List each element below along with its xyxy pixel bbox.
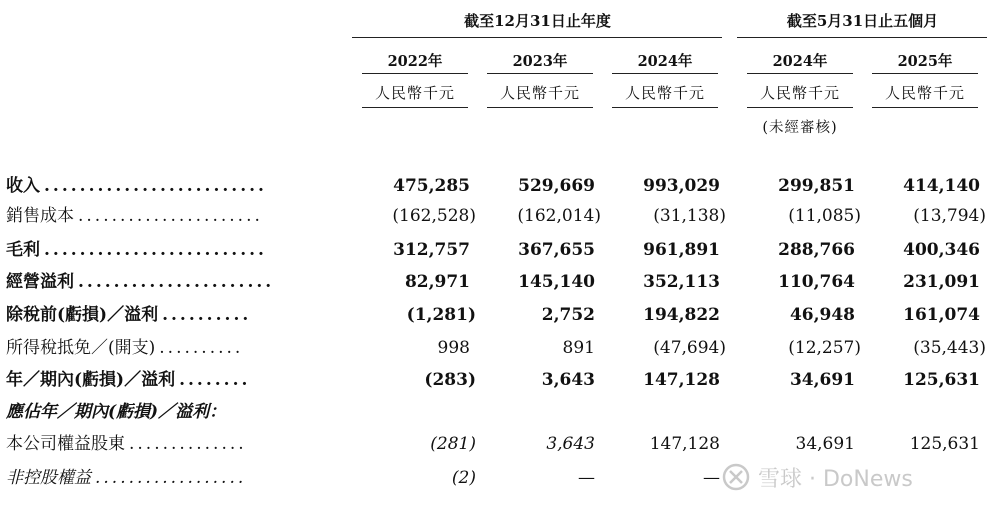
unit-rule-col2 bbox=[487, 107, 593, 108]
cell-operating-profit-col5: 231,091 bbox=[903, 272, 980, 292]
cell-profit-before-tax-col2: 2,752 bbox=[541, 305, 595, 325]
year-rule-col4 bbox=[747, 73, 853, 74]
watermark-text: 雪球 · DoNews bbox=[758, 466, 913, 492]
cell-revenue-col3: 993,029 bbox=[643, 176, 720, 196]
year-rule-col1 bbox=[362, 73, 468, 74]
year-rule-col3 bbox=[612, 73, 718, 74]
cell-income-tax-col5: (35,443) bbox=[913, 338, 986, 358]
cell-profit-for-period-col2: 3,643 bbox=[541, 370, 595, 390]
cell-gross-profit-col1: 312,757 bbox=[393, 240, 470, 260]
cell-income-tax-col3: (47,694) bbox=[653, 338, 726, 358]
row-label-text: 毛利 bbox=[6, 240, 40, 260]
cell-operating-profit-col2: 145,140 bbox=[518, 272, 595, 292]
unit-heading-col4: 人民幣千元 bbox=[759, 84, 840, 102]
unit-rule-col4 bbox=[747, 107, 853, 108]
cell-profit-for-period-col3: 147,128 bbox=[643, 370, 720, 390]
cell-equity-shareholders-col1: (281) bbox=[430, 434, 476, 454]
unit-rule-col5 bbox=[872, 107, 978, 108]
xueqiu-logo-icon bbox=[722, 463, 752, 491]
row-label-text: 所得稅抵免／(開支) bbox=[6, 338, 156, 358]
row-label-profit-for-period bbox=[6, 368, 250, 392]
row-label-non-controlling-interests bbox=[6, 466, 246, 490]
cell-gross-profit-col3: 961,891 bbox=[643, 240, 720, 260]
cell-revenue-col1: 475,285 bbox=[393, 176, 470, 196]
cell-revenue-col2: 529,669 bbox=[518, 176, 595, 196]
row-label-text: 年／期內(虧損)／溢利 bbox=[6, 370, 176, 390]
unit-heading-col5: 人民幣千元 bbox=[884, 84, 965, 102]
cell-profit-for-period-col1: (283) bbox=[424, 370, 476, 390]
year-heading-col2: 2023年 bbox=[512, 53, 568, 70]
cell-income-tax-col4: (12,257) bbox=[788, 338, 861, 358]
row-label-income-tax bbox=[6, 336, 243, 360]
unit-heading-col2: 人民幣千元 bbox=[499, 84, 580, 102]
leader-dots: ...................... bbox=[78, 272, 275, 292]
leader-dots: .......... bbox=[162, 305, 252, 325]
leader-dots: ......................... bbox=[44, 176, 267, 196]
row-label-text: 收入 bbox=[6, 176, 40, 196]
cell-cost-of-sales-col1: (162,528) bbox=[392, 206, 476, 226]
leader-dots: ........ bbox=[179, 370, 251, 390]
cell-profit-before-tax-col1: (1,281) bbox=[406, 305, 476, 325]
cell-cost-of-sales-col3: (31,138) bbox=[653, 206, 726, 226]
cell-equity-shareholders-col4: 34,691 bbox=[795, 434, 855, 454]
row-label-equity-shareholders bbox=[6, 432, 247, 456]
cell-operating-profit-col1: 82,971 bbox=[404, 272, 470, 292]
year-heading-col1: 2022年 bbox=[387, 53, 443, 70]
cell-income-tax-col2: 891 bbox=[562, 338, 595, 358]
cell-profit-before-tax-col3: 194,822 bbox=[643, 305, 720, 325]
unit-rule-col1 bbox=[362, 107, 468, 108]
watermark bbox=[722, 462, 913, 492]
cell-cost-of-sales-col5: (13,794) bbox=[913, 206, 986, 226]
cell-gross-profit-col5: 400,346 bbox=[903, 240, 980, 260]
cell-cost-of-sales-col4: (11,085) bbox=[788, 206, 861, 226]
row-label-operating-profit bbox=[6, 270, 274, 294]
cell-revenue-col5: 414,140 bbox=[903, 176, 980, 196]
cell-cost-of-sales-col2: (162,014) bbox=[517, 206, 601, 226]
cell-profit-before-tax-col5: 161,074 bbox=[903, 305, 980, 325]
leader-dots: ...................... bbox=[78, 206, 263, 226]
row-label-text: 本公司權益股東 bbox=[6, 434, 125, 454]
cell-operating-profit-col4: 110,764 bbox=[778, 272, 855, 292]
group-rule-five-months bbox=[737, 37, 987, 38]
cell-non-controlling-col3: — bbox=[703, 468, 720, 488]
row-label-text: 除稅前(虧損)／溢利 bbox=[6, 305, 159, 325]
cell-profit-for-period-col5: 125,631 bbox=[903, 370, 980, 390]
unaudited-note: (未經審核) bbox=[762, 120, 838, 136]
group-heading-fiscal-year: 截至12月31日止年度 bbox=[464, 12, 611, 30]
row-label-text: 非控股權益 bbox=[6, 468, 91, 488]
row-label-gross-profit bbox=[6, 238, 267, 262]
cell-equity-shareholders-col2: 3,643 bbox=[546, 434, 595, 454]
year-rule-col5 bbox=[872, 73, 978, 74]
leader-dots: .................. bbox=[95, 468, 247, 488]
row-label-revenue bbox=[6, 174, 267, 198]
unit-heading-col3: 人民幣千元 bbox=[624, 84, 705, 102]
row-label-attributable-to bbox=[6, 400, 226, 424]
cell-operating-profit-col3: 352,113 bbox=[643, 272, 720, 292]
cell-profit-before-tax-col4: 46,948 bbox=[789, 305, 855, 325]
cell-gross-profit-col2: 367,655 bbox=[518, 240, 595, 260]
cell-gross-profit-col4: 288,766 bbox=[778, 240, 855, 260]
cell-profit-for-period-col4: 34,691 bbox=[789, 370, 855, 390]
unit-heading-col1: 人民幣千元 bbox=[374, 84, 455, 102]
cell-non-controlling-col1: (2) bbox=[451, 468, 476, 488]
row-label-cost-of-sales bbox=[6, 204, 263, 228]
cell-income-tax-col1: 998 bbox=[437, 338, 470, 358]
cell-equity-shareholders-col3: 147,128 bbox=[649, 434, 720, 454]
year-heading-col5: 2025年 bbox=[897, 53, 953, 70]
cell-revenue-col4: 299,851 bbox=[778, 176, 855, 196]
year-heading-col4: 2024年 bbox=[772, 53, 828, 70]
unit-rule-col3 bbox=[612, 107, 718, 108]
year-rule-col2 bbox=[487, 73, 593, 74]
leader-dots: .......... bbox=[159, 338, 244, 358]
group-rule-fiscal-year bbox=[352, 37, 722, 38]
cell-non-controlling-col2: — bbox=[578, 468, 595, 488]
leader-dots: .............. bbox=[129, 434, 247, 454]
row-label-text: 銷售成本 bbox=[6, 206, 74, 226]
row-label-profit-before-tax bbox=[6, 303, 251, 327]
year-heading-col3: 2024年 bbox=[637, 53, 693, 70]
row-label-text: 應佔年／期內(虧損)／溢利： bbox=[6, 402, 227, 422]
row-label-text: 經營溢利 bbox=[6, 272, 74, 292]
leader-dots: ......................... bbox=[44, 240, 267, 260]
cell-equity-shareholders-col5: 125,631 bbox=[909, 434, 980, 454]
group-heading-five-months: 截至5月31日止五個月 bbox=[786, 12, 939, 30]
